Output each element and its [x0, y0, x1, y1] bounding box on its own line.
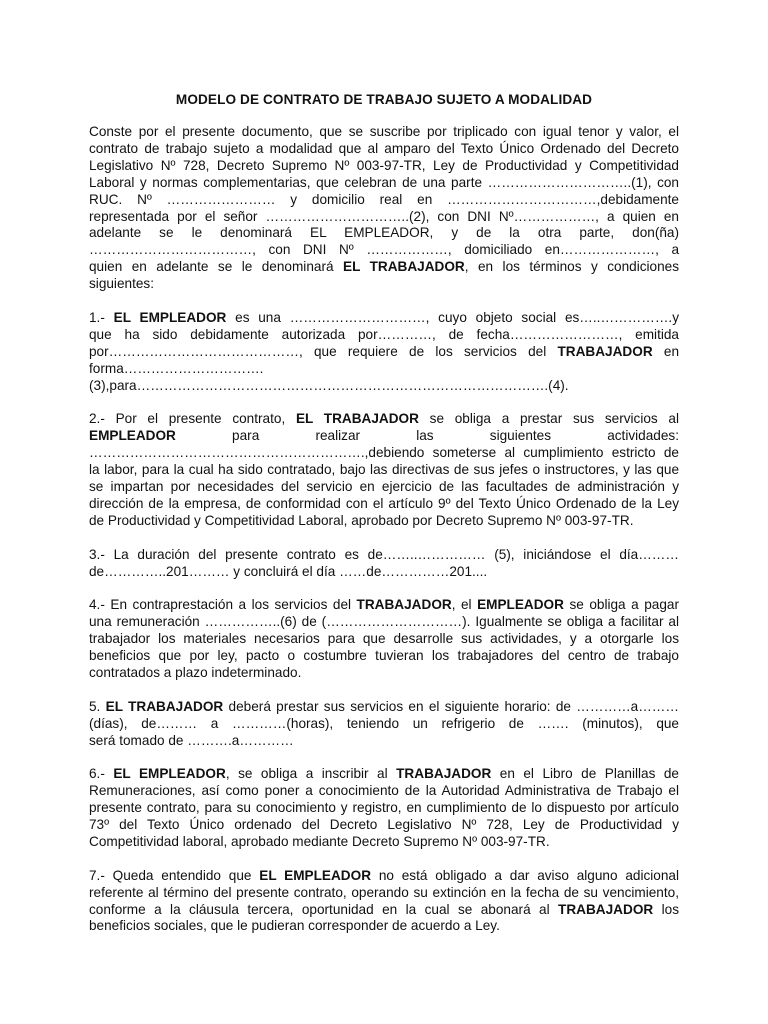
- bold-term: TRABAJADOR: [558, 901, 654, 917]
- text-line: [89, 800, 679, 817]
- text-segment: ………………………………, con DNI Nº ………………, domiciliado en…………………, a: [89, 242, 679, 258]
- text-segment: 2.- Por el presente contrato,: [89, 411, 296, 427]
- text-line: [89, 428, 679, 445]
- text-line: [89, 699, 679, 716]
- text-line: [89, 361, 679, 378]
- text-segment: presente contrato, para su conocimiento y registro, en cumplimiento de lo dispuesto por artículo: [89, 800, 679, 816]
- text-segment: conforme a la cláusula tercera, oportunidad en la cual se abonará al: [89, 901, 559, 917]
- text-segment: por……………………………………, que requiere de los servicios del: [89, 343, 558, 359]
- text-segment: quien en adelante se le denominará: [89, 259, 343, 275]
- text-segment: Legislativo Nº 728, Decreto Supremo Nº 003-97-TR, Ley de Productividad y Competitividad: [89, 157, 679, 173]
- bold-term: TRABAJADOR: [557, 343, 653, 359]
- text-line: [89, 192, 679, 209]
- text-segment: no está obligado a dar aviso alguno adicional: [371, 867, 679, 883]
- text-segment: contratados a plazo indeterminado.: [89, 664, 302, 680]
- clause-paragraph: [89, 310, 679, 395]
- bold-term: EL TRABAJADOR: [343, 259, 465, 275]
- text-line: [89, 225, 679, 242]
- text-segment: trabajador los materiales necesarios para que desarrolle sus actividades, y a otorgarle los: [89, 631, 679, 647]
- clause-paragraph: [89, 547, 679, 581]
- text-segment: será tomado de ……….a…………: [89, 732, 294, 748]
- text-segment: Conste por el presente documento, que se suscribe por triplicado con igual tenor y valor, el: [89, 124, 679, 139]
- text-segment: , el: [451, 597, 478, 613]
- text-segment: representada por el señor …………………………..(2), con DNI Nº………………, a quien en: [89, 208, 679, 224]
- text-segment: deberá prestar sus servicios en el siguiente horario: de …………a………: [223, 698, 679, 714]
- text-line: [89, 614, 679, 631]
- text-segment: que ha sido debidamente autorizada por…………, de fecha……………………, emitida: [89, 326, 679, 342]
- text-line: [89, 716, 679, 733]
- text-segment: beneficios sociales, que le pudieran corresponder de acuerdo a Ley.: [89, 918, 500, 934]
- text-segment: , se obliga a inscribir al: [225, 766, 397, 782]
- text-line: [89, 766, 679, 783]
- text-line: [89, 479, 679, 496]
- text-segment: beneficios que por ley, pacto o costumbre tuvieran los trabajadores del centro de trabajo: [89, 648, 679, 664]
- text-line: [89, 378, 679, 395]
- text-segment: los: [653, 901, 679, 917]
- text-line: [89, 344, 679, 361]
- bold-term: EL EMPLEADOR: [259, 867, 372, 883]
- text-line: [89, 733, 679, 750]
- text-line: [89, 242, 679, 259]
- text-segment: 3.- La duración del presente contrato es de……..…………… (5), iniciándose el día………: [89, 546, 679, 562]
- bold-term: TRABAJADOR: [356, 597, 452, 613]
- text-segment: siguientes:: [89, 276, 154, 292]
- text-segment: se obliga a pagar: [563, 597, 679, 613]
- text-segment: se impartan por necesidades del servicio en ejercicio de las facultades de administración y: [89, 479, 679, 494]
- text-line: [89, 445, 679, 462]
- text-line: [89, 547, 679, 564]
- text-segment: (días), de……… a …………(horas), teniendo un refrigerio de ……. (minutos), que: [89, 715, 679, 731]
- text-segment: , en los términos y condiciones: [464, 259, 680, 275]
- text-segment: 6.-: [89, 766, 114, 782]
- text-segment: referente al término del presente contrato, operando su extinción en la fecha de su vencimiento,: [89, 884, 679, 900]
- text-segment: en: [652, 343, 679, 359]
- text-line: [89, 885, 679, 902]
- text-line: [89, 124, 679, 141]
- document-title: MODELO DE CONTRATO DE TRABAJO SUJETO A MODALIDAD: [175, 92, 593, 107]
- text-segment: RUC. Nº …………………… y domicilio real en ……………………………,debidamente: [89, 191, 679, 207]
- text-segment: Remuneraciones, así como poner a conocimiento de la Autoridad Administrativa de Trabajo el: [89, 783, 679, 799]
- text-line: [89, 327, 679, 344]
- clause-paragraph: [89, 868, 679, 936]
- text-line: [89, 918, 679, 935]
- text-segment: Laboral y normas complementarias, que celebran de una parte …………………………..(1), con: [89, 174, 679, 190]
- text-line: [89, 783, 679, 800]
- text-line: [89, 834, 679, 851]
- text-line: [89, 158, 679, 175]
- bold-term: EL EMPLEADOR: [113, 309, 227, 325]
- clause-paragraph: [89, 766, 679, 851]
- clause-paragraph: [89, 699, 679, 750]
- text-line: [89, 496, 679, 513]
- text-segment: contrato de trabajo sujeto a modalidad que al amparo del Texto Único Ordenado del Decreto: [89, 140, 679, 156]
- clause-paragraph: [89, 124, 679, 293]
- text-segment: 5.: [89, 698, 106, 714]
- text-line: [89, 597, 679, 614]
- text-line: [89, 141, 679, 158]
- text-line: [89, 817, 679, 834]
- text-segment: Competitividad laboral, aprobado mediante Decreto Supremo Nº 003-97-TR.: [89, 833, 550, 849]
- bold-term: EMPLEADOR: [89, 428, 176, 444]
- text-segment: 7.- Queda entendido que: [89, 867, 260, 883]
- text-segment: la labor, para la cual ha sido contratado, bajo las directivas de sus jefes o instructores, y las que: [89, 462, 679, 478]
- text-line: [89, 513, 679, 530]
- bold-term: TRABAJADOR: [396, 766, 492, 782]
- text-line: [89, 462, 679, 479]
- text-line: [89, 648, 679, 665]
- text-segment: forma………………………….: [89, 360, 264, 376]
- text-line: [89, 665, 679, 682]
- text-segment: de…………..201……… y concluirá el día ……de……………201....: [89, 563, 488, 579]
- bold-term: EMPLEADOR: [477, 597, 564, 613]
- bold-term: EL TRABAJADOR: [105, 698, 224, 714]
- text-line: [89, 175, 679, 192]
- text-segment: en el Libro de Planillas de: [491, 766, 679, 782]
- bold-term: EL TRABAJADOR: [295, 411, 419, 427]
- text-segment: 73º del Texto Único ordenado del Decreto Legislativo Nº 728, Ley de Productividad y: [89, 817, 679, 833]
- text-segment: (3),para……………………………………………………………………………….(4).: [89, 377, 569, 393]
- bold-term: EL EMPLEADOR: [113, 766, 226, 782]
- text-segment: para realizar las siguientes actividades:: [175, 428, 679, 444]
- text-segment: adelante se le denominará EL EMPLEADOR, y de la otra parte, don(ña): [89, 225, 679, 241]
- clause-paragraph: [89, 597, 679, 682]
- text-line: [89, 259, 679, 276]
- text-segment: una remuneración ……………..(6) de (…………………………). Igualmente se obliga a facilitar al: [89, 614, 679, 630]
- text-line: [89, 631, 679, 648]
- text-line: [89, 310, 679, 327]
- text-segment: es una …………………………, cuyo objeto social es…..…………….y: [226, 309, 679, 325]
- document-body: [89, 124, 679, 952]
- text-segment: se obliga a prestar sus servicios al: [418, 411, 680, 427]
- text-segment: …………………………………………………….,debiendo someterse al cumplimiento estricto de: [89, 445, 679, 461]
- text-segment: de Productividad y Competitividad Laboral, aprobado por Decreto Supremo Nº 003-97-TR.: [89, 512, 634, 528]
- text-segment: 4.- En contraprestación a los servicios del: [89, 597, 357, 613]
- text-segment: 1.-: [89, 309, 114, 325]
- text-line: [89, 209, 679, 226]
- text-segment: dirección de la empresa, de conformidad con el artículo 9º del Texto Único Ordenado de la Ley: [89, 495, 679, 511]
- text-line: [89, 564, 679, 581]
- text-line: [89, 411, 679, 428]
- text-line: [89, 868, 679, 885]
- text-line: [89, 276, 679, 293]
- clause-paragraph: [89, 411, 679, 529]
- text-line: [89, 902, 679, 919]
